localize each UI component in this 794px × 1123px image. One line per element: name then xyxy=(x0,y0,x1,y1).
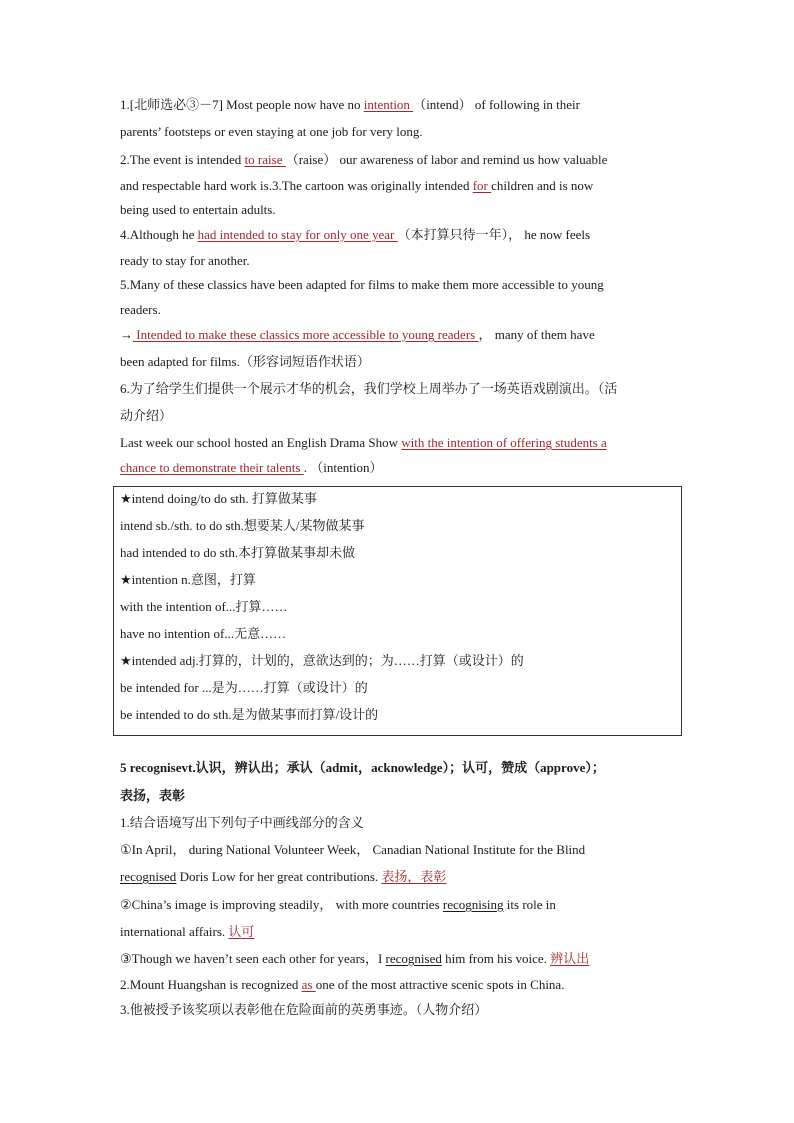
q5-line1: 5.Many of these classics have been adapted for films to make them more accessible to young xyxy=(120,277,604,292)
s5-q2-text-a: 2.Mount Huangshan is recognized xyxy=(120,977,302,992)
s5-item1-line2 xyxy=(120,868,446,886)
q3-text-b: children and is now xyxy=(491,178,594,193)
q1-line2: parents’ footsteps or even staying at one job for very long. xyxy=(120,124,423,139)
q6-line2: 动介绍） xyxy=(120,408,173,423)
q1-text-b: （intend） of following in their xyxy=(413,97,580,112)
q5-text-b: ， many of them have xyxy=(478,327,595,342)
s5-item2-text-a: ②China’s image is improving steadily， with more countries xyxy=(120,897,443,912)
q4-answer: had intended to stay for only one year xyxy=(197,227,398,242)
s5-item1-underlined: recognised xyxy=(120,869,177,884)
q5-answer: Intended to make these classics more accessible to young readers xyxy=(133,327,479,342)
s5-item2-line1 xyxy=(120,896,556,914)
q6-text-b: . （intention） xyxy=(303,460,383,475)
q2-answer: to raise xyxy=(244,152,286,167)
q2-line1 xyxy=(120,151,607,169)
usage-item: ★intended adj.打算的，计划的，意欲达到的；为……打算（或设计）的 xyxy=(120,653,524,668)
section5-heading-line2: 表扬，表彰 xyxy=(120,788,186,803)
q2-text-a: 2.The event is intended xyxy=(120,152,245,167)
s5-item1-text: Doris Low for her great contributions. xyxy=(176,869,382,884)
usage-item: with the intention of...打算…… xyxy=(120,599,288,614)
usage-item: had intended to do sth.本打算做某事却未做 xyxy=(120,545,356,560)
q6-answer-part2: chance to demonstrate their talents xyxy=(120,460,304,475)
arrow-icon: → xyxy=(120,327,133,342)
q3-answer: for xyxy=(472,178,492,193)
q2-text-b: （raise） our awareness of labor and remind us how valuable xyxy=(285,152,608,167)
usage-item: ★intention n.意图，打算 xyxy=(120,572,256,587)
q4-text-a: 4.Although he xyxy=(120,227,198,242)
usage-item: intend sb./sth. to do sth.想要某人/某物做某事 xyxy=(120,518,365,533)
usage-item: have no intention of...无意…… xyxy=(120,626,287,641)
q2-line3: being used to entertain adults. xyxy=(120,202,276,217)
section5-subheading: 1.结合语境写出下列句子中画线部分的含义 xyxy=(120,815,364,830)
s5-q2-text-b: one of the most attractive scenic spots in China. xyxy=(315,977,565,992)
usage-item: ★intend doing/to do sth. 打算做某事 xyxy=(120,491,317,506)
s5-item2-answer: 认可 xyxy=(228,924,255,939)
s5-q3-line: 3.他被授予该奖项以表彰他在危险面前的英勇事迹。（人物介绍） xyxy=(120,1002,488,1017)
s5-item1-answer: 表扬，表彰 xyxy=(381,869,447,884)
usage-box xyxy=(113,486,682,736)
q5-line3 xyxy=(120,326,595,344)
q5-line2: readers. xyxy=(120,302,161,317)
section5-heading-line1: 5 recognisevt.认识，辨认出；承认（admit，acknowledge）；认可，赞成（approve）； xyxy=(120,760,605,775)
s5-item3-answer: 辨认出 xyxy=(550,951,590,966)
s5-item1-line1: ①In April， during National Volunteer Week， Canadian National Institute for the Blind xyxy=(120,842,586,857)
q5-line4: been adapted for films.（形容词短语作状语） xyxy=(120,354,370,369)
q6-text-a: Last week our school hosted an English Drama Show xyxy=(120,435,402,450)
q6-line4 xyxy=(120,459,382,477)
q1-line1 xyxy=(120,96,580,114)
q2-line2 xyxy=(120,177,593,195)
q1-text-a: 1.[北师选必③－7] Most people now have no xyxy=(120,97,364,112)
usage-item: be intended to do sth.是为做某事而打算/设计的 xyxy=(120,707,379,722)
s5-q2-line xyxy=(120,976,564,994)
s5-item2-text-b: its role in xyxy=(503,897,556,912)
s5-item2-underlined: recognising xyxy=(442,897,504,912)
s5-item3-underlined: recognised xyxy=(385,951,442,966)
q4-line2: ready to stay for another. xyxy=(120,253,250,268)
s5-item3-text-a: ③Though we haven’t seen each other for years，I xyxy=(120,951,386,966)
q6-line3 xyxy=(120,434,607,452)
q3-text-a: and respectable hard work is.3.The cartoon was originally intended xyxy=(120,178,473,193)
s5-q2-answer: as xyxy=(301,977,316,992)
q4-text-b: （本打算只待一年）， he now feels xyxy=(397,227,591,242)
s5-item3-text-b: him from his voice. xyxy=(441,951,551,966)
q4-line1 xyxy=(120,226,590,244)
s5-item2-line2 xyxy=(120,923,254,941)
q6-answer-part1: with the intention of offering students a xyxy=(401,435,607,450)
q1-answer: intention xyxy=(363,97,414,112)
usage-item: be intended for ...是为……打算（或设计）的 xyxy=(120,680,368,695)
s5-item3-line1 xyxy=(120,950,589,968)
q6-line1: 6.为了给学生们提供一个展示才华的机会，我们学校上周举办了一场英语戏剧演出。（活 xyxy=(120,381,618,396)
s5-item2-text-c: international affairs. xyxy=(120,924,229,939)
